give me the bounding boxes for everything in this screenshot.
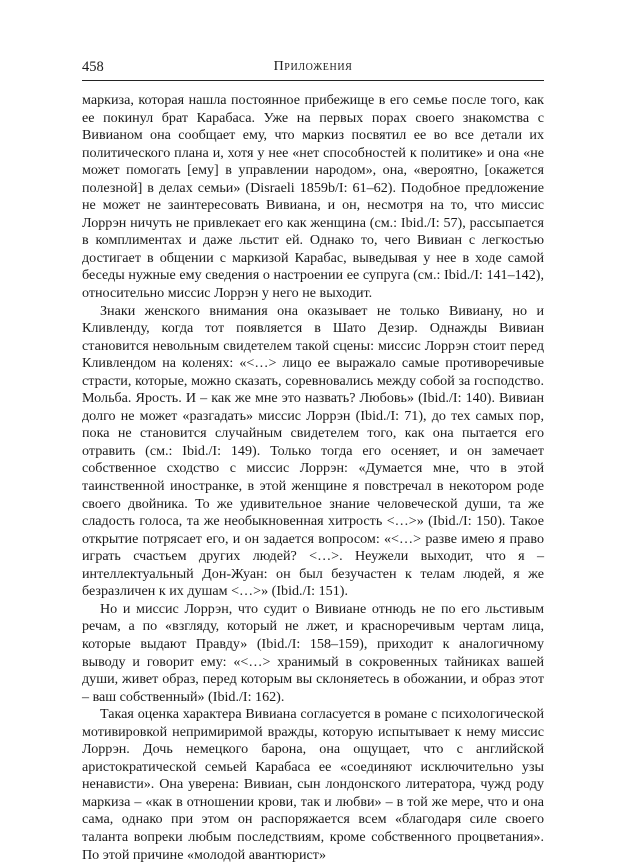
running-title: Приложения xyxy=(273,59,353,74)
paragraph-1: маркиза, которая нашла постоянное прибежище в его семье после того, как ее покинул брат Карабаса. Уже на первых порах своего знакомства с Вивианом она сообщает ему, что маркиз посвятил ее во все детали их политического плана и, хотя у нее «нет способностей к политике» и она «не может помогать [ему] в управлении народом», она, «вероятно, [окажется полезной] в делах семьи» (Disraeli 1859b/I: 61–62). Подобное предложение не может не заинтересовать Вивиана, и он, несмотря на то, что миссис Лоррэн ничуть не привлекает его как женщина (см.: Ibid./I: 57), рассыпается в комплиментах и даже льстит ей. Однако то, чего Вивиан с легкостью достигает в общении с маркизой Карабас, выведывая у нее в ходе самой беседы нужные ему сведения о настроении ее супруга (см.: Ibid./I: 141–142), относительно миссис Лоррэн у него не выходит. xyxy=(82,92,544,302)
paragraph-3: Но и миссис Лоррэн, что судит о Вивиане отнюдь не по его льстивым речам, а по «взгляду, который не лжет, и красноречивым чертам лица, которые выдают Правду» (Ibid./I: 158–159), приходит к аналогичному выводу и говорит ему: «<…> хранимый в сокровенных тайниках вашей души, живет образ, перед которым вы склоняетесь в обожании, и образ этот – ваш собственный» (Ibid./I: 162). xyxy=(82,600,544,705)
header-rule xyxy=(82,80,544,81)
paragraph-4: Такая оценка характера Вивиана согласуется в романе с психологической мотивировкой непримиримой вражды, которую испытывает к нему миссис Лоррэн. Дочь немецкого барона, она ощущает, что с английской аристократической семьей Карабаса ее «соединяют исключительно узы ненависти». Она уверена: Вивиан, сын лондонского литератора, чужд роду маркиза – «как в отношении крови, так и любви» – в той же мере, что и она сама, однако при этом он распоряжается всем «благодаря силе своего таланта вопреки любым последствиям, кроме собственного процветания». По этой причине «молодой авантюрист» xyxy=(82,706,544,863)
body-text xyxy=(82,92,544,864)
paragraph-2: Знаки женского внимания она оказывает не только Вивиану, но и Кливленду, когда тот появляется в Шато Дезир. Однажды Вивиан становится невольным свидетелем такой сцены: миссис Лоррэн стоит перед Кливлендом на коленях: «<…> лицо ее выражало самые противоречивые страсти, которые, можно сказать, соревновались между собой за господство. Мольба. Ярость. И – как же мне это назвать? Любовь» (Ibid./I: 140). Вивиан долго не может «разгадать» миссис Лоррэн (Ibid./I: 71), до тех самых пор, пока не становится случайным свидетелем того, как она пытается его отравить (см.: Ibid./I: 149). Только тогда его осеняет, и он замечает собственное сходство с миссис Лоррэн: «Думается мне, что в этой таинственной иностранке, в этой женщине я повстречал в некотором роде своего двойника. То же удивительное знание человеческой души, та же сладость голоса, та же необыкновенная хитрость <…>» (Ibid./I: 150). Такое открытие потрясает его, и он задается вопросом: «<…> разве имею я право играть счастьем других людей? <…>. Неужели выходит, что я – интеллектуальный Дон-Жуан: он был безучастен к телам людей, я же безразличен к их душам <…>» (Ibid./I: 151). xyxy=(82,302,544,600)
page-number: 458 xyxy=(82,59,104,75)
page-header xyxy=(82,58,544,78)
